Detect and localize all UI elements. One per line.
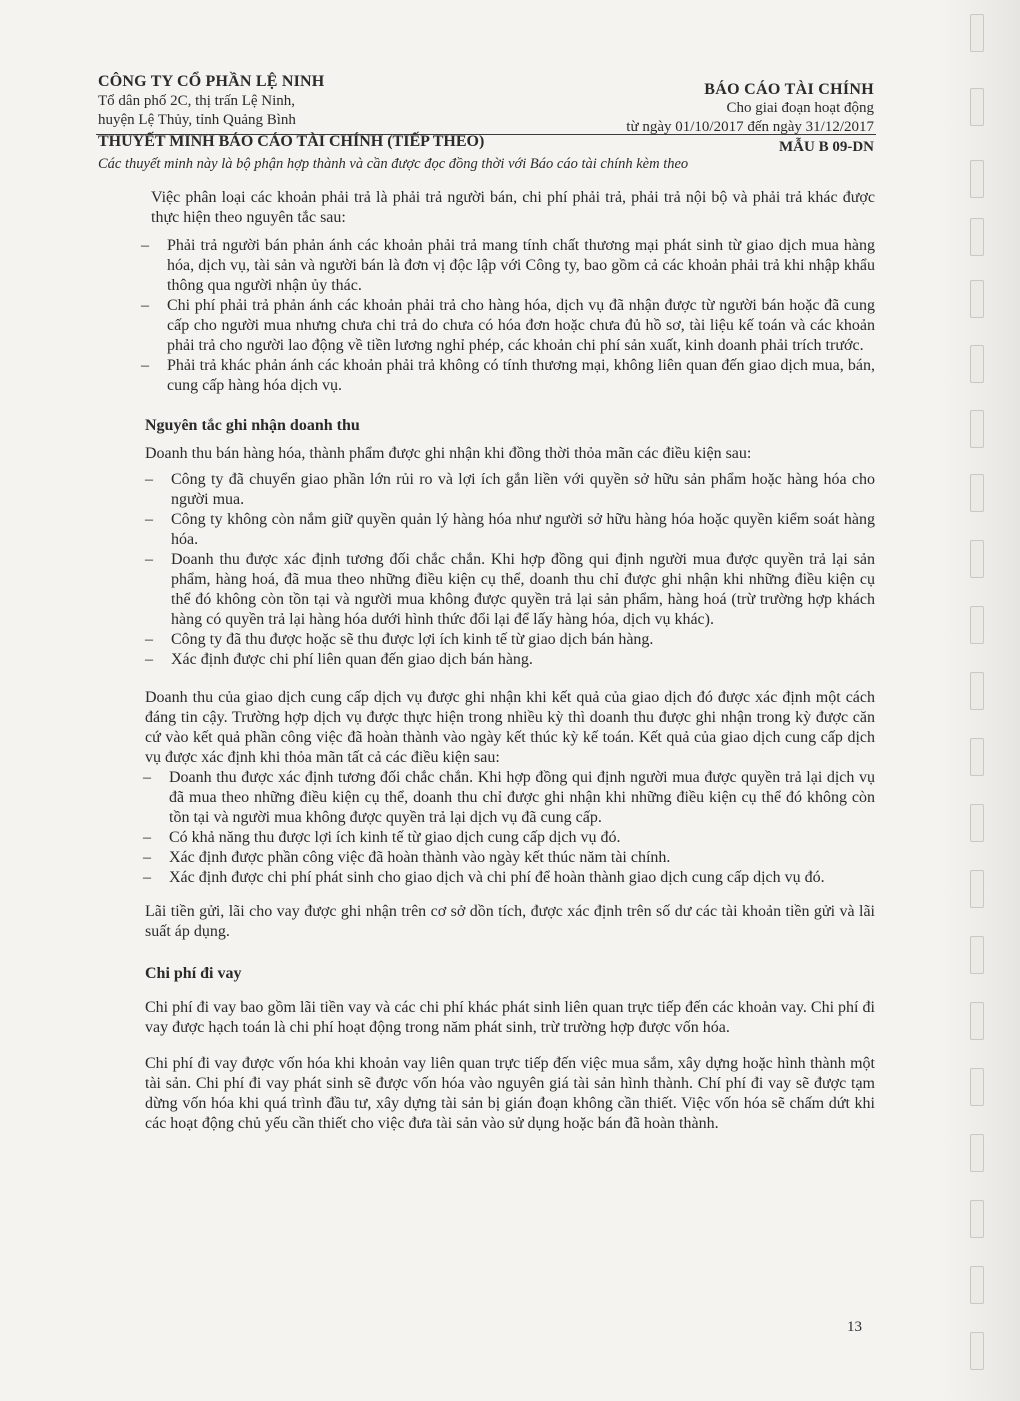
binding-hole	[970, 410, 984, 448]
company-block	[98, 72, 518, 130]
binding-hole	[970, 474, 984, 512]
section-title: THUYẾT MINH BÁO CÁO TÀI CHÍNH (TIẾP THEO)	[98, 133, 485, 150]
binding-hole	[970, 804, 984, 842]
revenue-services-list	[137, 768, 875, 888]
binding-hole	[970, 1002, 984, 1040]
binding-hole	[970, 870, 984, 908]
revenue-goods-list	[139, 470, 875, 670]
borrowing-paragraph-1: Chi phí đi vay bao gồm lãi tiền vay và các chi phí khác phát sinh liên quan trực tiếp đến các khoản vay. Chi phí đi vay được hạch toán là chi phí hoạt động trong năm phát sinh, trừ trường hợp được vốn hóa.	[145, 999, 875, 1036]
binding-hole	[970, 1068, 984, 1106]
report-block	[514, 80, 874, 137]
form-code: MẪU B 09-DN	[779, 139, 874, 155]
binding-hole	[970, 160, 984, 198]
binding-hole	[970, 738, 984, 776]
list-item: – Xác định được chi phí phát sinh cho giao dịch và chi phí để hoàn thành giao dịch cung cấp dịch vụ đó.	[137, 868, 875, 888]
report-title: BÁO CÁO TÀI CHÍNH	[704, 81, 874, 98]
binding-hole	[970, 1134, 984, 1172]
list-item: – Có khả năng thu được lợi ích kinh tế từ giao dịch cung cấp dịch vụ đó.	[137, 828, 875, 848]
list-item: – Xác định được chi phí liên quan đến giao dịch bán hàng.	[139, 650, 875, 670]
binding-hole	[970, 672, 984, 710]
period-line-2: từ ngày 01/10/2017 đến ngày 31/12/2017	[626, 119, 874, 135]
payables-list	[135, 236, 875, 396]
binding-hole	[970, 280, 984, 318]
list-item: – Phải trả người bán phản ánh các khoản phải trả mang tính chất thương mại phát sinh từ giao dịch mua hàng hóa, dịch vụ, tài sản và người bán là đơn vị độc lập với Công ty, bao gồm cả các khoản phải trả khi nhập khẩu thông qua người nhận ủy thác.	[135, 236, 875, 296]
binding-hole	[970, 218, 984, 256]
payables-intro: Việc phân loại các khoản phải trả là phải trả người bán, chi phí phải trả, phải trả nội bộ và phải trả khác được thực hiện theo nguyên tắc sau:	[151, 189, 875, 226]
address-line-1: Tổ dân phố 2C, thị trấn Lệ Ninh,	[98, 93, 296, 109]
binding-hole	[970, 1266, 984, 1304]
document-body	[145, 180, 875, 1134]
binding-hole	[970, 1200, 984, 1238]
page-number: 13	[847, 1319, 862, 1335]
list-item: – Doanh thu được xác định tương đối chắc chắn. Khi hợp đồng qui định người mua được quyền trả lại sản phẩm, hàng hoá, đã mua theo những điều kiện cụ thể, doanh thu chỉ được ghi nhận khi những điều kiện cụ thể đó không còn tồn tại và người mua không được quyền trả lại sản phẩm, hàng hoá (trừ trường hợp khách hàng có quyền trả lại hàng hóa dưới hình thức đổi lại để lấy hàng hóa, dịch vụ khác).	[139, 550, 875, 630]
binding-hole	[970, 88, 984, 126]
section-subtitle: Các thuyết minh này là bộ phận hợp thành và cần được đọc đồng thời với Báo cáo tài chính kèm theo	[98, 156, 689, 172]
binding-hole	[970, 1332, 984, 1370]
binding-hole	[970, 345, 984, 383]
address-line-2: huyện Lệ Thủy, tỉnh Quảng Bình	[98, 112, 296, 128]
interest-paragraph: Lãi tiền gửi, lãi cho vay được ghi nhận trên cơ sở dồn tích, được xác định trên số dư các tài khoản tiền gửi và lãi suất áp dụng.	[145, 903, 875, 940]
revenue-heading: Nguyên tắc ghi nhận doanh thu	[145, 417, 360, 434]
borrowing-paragraph-2: Chi phí đi vay được vốn hóa khi khoản vay liên quan trực tiếp đến việc mua sắm, xây dựng hoặc hình thành một tài sản. Chi phí đi vay phát sinh sẽ được vốn hóa vào nguyên giá tài sản hình thành. Chí phí đi vay sẽ được tạm dừng vốn hóa khi quá trình đầu tư, xây dựng tài sản bị gián đoạn không cần thiết. Việc vốn hóa sẽ chấm dứt khi các hoạt động chủ yếu cần thiết cho việc đưa tài sản vào sử dụng hoặc bán đã hoàn thành.	[145, 1055, 875, 1132]
list-item: – Doanh thu được xác định tương đối chắc chắn. Khi hợp đồng qui định người mua được quyền trả lại dịch vụ đã mua theo những điều kiện cụ thể, doanh thu chỉ được ghi nhận khi những điều kiện cụ thể đó không còn tồn tại và người mua không được quyền trả lại dịch vụ đã cung cấp.	[137, 768, 875, 828]
list-item: – Phải trả khác phản ánh các khoản phải trả không có tính thương mại, không liên quan đến giao dịch mua, bán, cung cấp hàng hóa dịch vụ.	[135, 356, 875, 396]
company-name: CÔNG TY CỔ PHẦN LỆ NINH	[98, 73, 325, 90]
borrowing-heading: Chi phí đi vay	[145, 965, 242, 982]
revenue-goods-intro: Doanh thu bán hàng hóa, thành phẩm được ghi nhận khi đồng thời thỏa mãn các điều kiện sau:	[145, 445, 752, 462]
list-item: – Chi phí phải trả phản ánh các khoản phải trả cho hàng hóa, dịch vụ đã nhận được từ người bán hoặc đã cung cấp cho người mua nhưng chưa chi trả do chưa có hóa đơn hoặc chưa đủ hồ sơ, tài liệu kế toán và các khoản phải trả cho người lao động về tiền lương nghỉ phép, các khoản chi phí sản xuất, kinh doanh phải trích trước.	[135, 296, 875, 356]
list-item: – Công ty đã thu được hoặc sẽ thu được lợi ích kinh tế từ giao dịch bán hàng.	[139, 630, 875, 650]
revenue-services-intro: Doanh thu của giao dịch cung cấp dịch vụ được ghi nhận khi kết quả của giao dịch đó được xác định một cách đáng tin cậy. Trường hợp dịch vụ được thực hiện trong nhiều kỳ thì doanh thu được ghi nhận trong kỳ được căn cứ vào kết quả phần công việc đã hoàn thành vào ngày kết thúc kỳ kế toán. Kết quả của giao dịch cung cấp dịch vụ được xác định khi thỏa mãn tất cả các điều kiện sau:	[145, 689, 875, 766]
list-item: – Công ty không còn nắm giữ quyền quản lý hàng hóa như người sở hữu hàng hóa hoặc quyền kiểm soát hàng hóa.	[139, 510, 875, 550]
binding-hole	[970, 606, 984, 644]
binding-hole	[970, 540, 984, 578]
list-item: – Xác định được phần công việc đã hoàn thành vào ngày kết thúc năm tài chính.	[137, 848, 875, 868]
binding-hole	[970, 14, 984, 52]
list-item: – Công ty đã chuyển giao phần lớn rủi ro và lợi ích gắn liền với quyền sở hữu sản phẩm hoặc hàng hóa cho người mua.	[139, 470, 875, 510]
period-line-1: Cho giai đoạn hoạt động	[726, 100, 874, 116]
binding-hole	[970, 936, 984, 974]
